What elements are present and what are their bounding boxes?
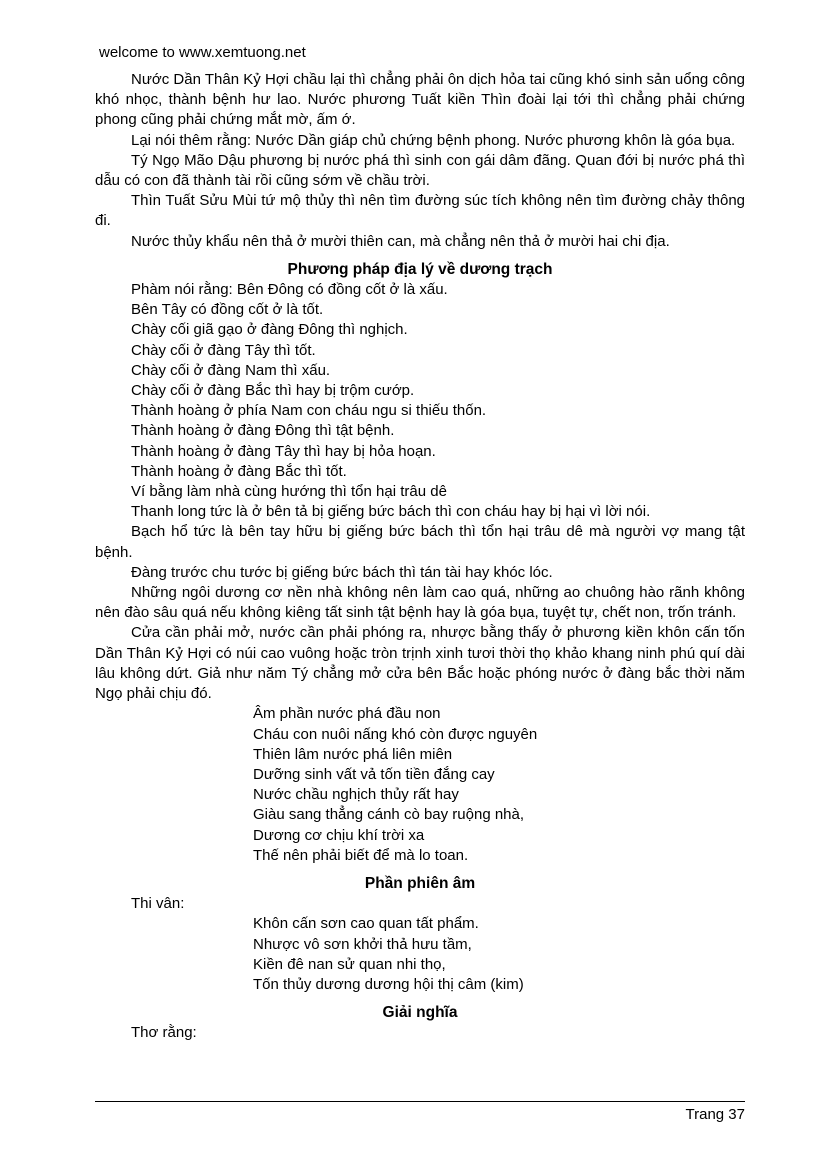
verse-lead: Thơ rằng:	[131, 1024, 197, 1042]
verse-line: Thế nên phải biết để mà lo toan.	[253, 846, 469, 864]
paragraph: Phàm nói rằng: Bên Đông có đồng cốt ở là xấu.	[131, 281, 448, 299]
paragraph: Thành hoàng ở đàng Đông thì tật bệnh.	[131, 422, 395, 440]
section-heading-phien-am: Phần phiên âm	[364, 874, 476, 892]
verse-lead: Thi vân:	[131, 895, 185, 913]
paragraph: Thành hoàng ở đàng Bắc thì tốt.	[131, 462, 347, 480]
document-content	[95, 70, 745, 1044]
verse-line: Nước chầu nghịch thủy rất hay	[253, 786, 459, 804]
paragraph: Cửa cần phải mở, nước cần phải phóng ra, nhược bằng thấy ở phương kiền khôn cấn tốn Dần Thân Kỷ Hợi có núi cao vuông hoặc tròn trịnh xinh tươi thời thọ khảo khang ninh phú quí dài lâu không dứt. Giả như năm Tý chẳng mở cửa bên Bắc hoặc phóng nước ở đàng bắc thời năm Ngọ phải chịu đó.	[95, 624, 745, 703]
verse-line: Thiên lâm nước phá liên miên	[253, 745, 453, 763]
paragraph: Nước thủy khẩu nên thả ở mười thiên can, mà chẳng nên thả ở mười hai chi địa.	[131, 232, 670, 250]
paragraph: Đàng trước chu tước bị giếng bức bách thì tán tài hay khóc lóc.	[131, 563, 553, 581]
page-number: Trang 37	[685, 1106, 745, 1123]
paragraph: Bên Tây có đồng cốt ở là tốt.	[131, 301, 324, 319]
section-heading-giai-nghia: Giải nghĩa	[382, 1004, 458, 1022]
page-footer	[95, 1101, 745, 1125]
section-heading-duong-trach: Phương pháp địa lý về dương trạch	[287, 260, 553, 278]
verse-line: Giàu sang thẳng cánh cò bay ruộng nhà,	[253, 806, 525, 824]
verse-line: Âm phần nước phá đầu non	[253, 705, 441, 723]
paragraph: Chày cối ở đàng Nam thì xấu.	[131, 361, 331, 379]
paragraph: Tý Ngọ Mão Dậu phương bị nước phá thì sinh con gái dâm đãng. Quan đới bị nước phá thì dẫu có con đã thành tài rồi cũng sớm về chầu trời.	[95, 151, 745, 190]
verse-line: Nhược vô sơn khởi thả hưu tầm,	[253, 935, 472, 953]
paragraph: Thanh long tức là ở bên tả bị giếng bức bách thì con cháu hay bị hại vì lời nói.	[131, 503, 651, 521]
paragraph: Thành hoàng ở đàng Tây thì hay bị hỏa hoạn.	[131, 442, 436, 460]
verse-line: Khôn cấn sơn cao quan tất phẩm.	[253, 915, 479, 933]
verse-line: Cháu con nuôi nấng khó còn được nguyên	[253, 725, 538, 743]
site-watermark: welcome to www.xemtuong.net	[99, 44, 306, 61]
verse-line: Dưỡng sinh vất vả tốn tiền đắng cay	[253, 765, 495, 783]
verse-line: Tốn thủy dương dương hội thị câm (kim)	[253, 975, 524, 993]
paragraph: Chày cối giã gạo ở đàng Đông thì nghịch.	[131, 321, 408, 339]
paragraph: Bạch hổ tức là bên tay hữu bị giếng bức bách thì tổn hại trâu dê mà người vợ mang tật bệnh.	[95, 523, 745, 561]
verse-line: Dương cơ chịu khí trời xa	[253, 826, 425, 844]
verse-block-phien-am	[253, 914, 745, 995]
paragraph: Ví bằng làm nhà cùng hướng thì tổn hại trâu dê	[131, 483, 447, 501]
paragraph: Chày cối ở đàng Bắc thì hay bị trộm cướp.	[131, 382, 415, 400]
paragraph: Nước Dần Thân Kỷ Hợi chầu lại thì chẳng phải ôn dịch hỏa tai cũng khó sinh sản uổng công khó nhọc, thành bệnh hư lao. Nước phương Tuất kiền Thìn đoài lại tới thì chẳng phải chứng phong cũng phải chứng mắt mờ, ấm ớ.	[95, 71, 745, 129]
paragraph: Những ngôi dương cơ nền nhà không nên làm cao quá, những ao chuông hào rãnh không nên đào sâu quá nếu không kiêng tất sinh tật bệnh hay là góa bụa, tuyệt tự, chết non, trốn tránh.	[95, 584, 745, 622]
paragraph: Thành hoàng ở phía Nam con cháu ngu si thiếu thốn.	[131, 402, 487, 420]
verse-line: Kiền đê nan sử quan nhi thọ,	[253, 955, 446, 973]
paragraph: Chày cối ở đàng Tây thì tốt.	[131, 341, 316, 359]
verse-block-duong-trach	[253, 704, 745, 866]
paragraph: Thìn Tuất Sửu Mùi tứ mộ thủy thì nên tìm đường súc tích không nên tìm đường chảy thông đi.	[95, 192, 745, 230]
paragraph: Lại nói thêm rằng: Nước Dần giáp chủ chứng bệnh phong. Nước phương khôn là góa bụa.	[131, 131, 736, 149]
